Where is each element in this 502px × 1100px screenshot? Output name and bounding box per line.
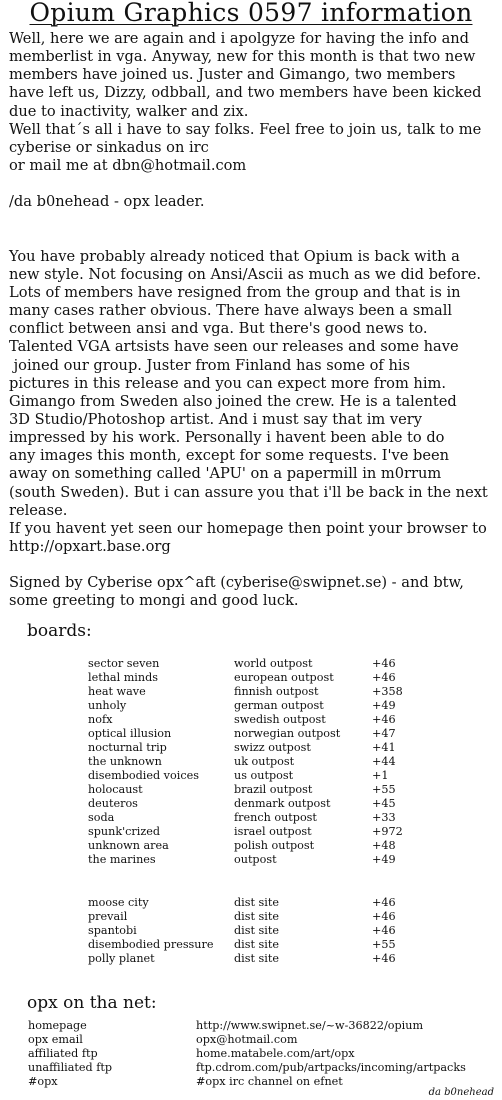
board-name: spantobi (88, 924, 137, 937)
net-heading: opx on tha net: (27, 993, 157, 1013)
board-outpost: european outpost (234, 671, 334, 684)
board-name: polly planet (88, 952, 155, 965)
board-outpost: polish outpost (234, 839, 315, 852)
page-title: Opium Graphics 0597 information (29, 0, 473, 27)
info-body-text (9, 30, 499, 611)
board-row (88, 910, 448, 924)
body-line: any images this month, except for some requests. I've been (9, 447, 450, 465)
board-name: nofx (88, 713, 113, 726)
board-name: spunk'crized (88, 825, 161, 838)
board-row (88, 924, 448, 938)
body-line: Well that´s all i have to say folks. Feel free to join us, talk to me (9, 120, 482, 138)
body-line: away on something called 'APU' on a papermill in m0rrum (9, 465, 442, 483)
body-line: cyberise or sinkadus on irc (9, 138, 209, 156)
body-line: Talented VGA artsists have seen our releases and some have (9, 338, 459, 356)
board-country-code: +358 (372, 685, 403, 698)
board-row (88, 713, 448, 727)
net-value: home.matabele.com/art/opx (196, 1047, 355, 1060)
board-outpost: israel outpost (234, 825, 312, 838)
board-name: lethal minds (88, 671, 158, 684)
board-country-code: +49 (372, 699, 396, 712)
board-row (88, 699, 448, 713)
board-country-code: +46 (372, 910, 396, 923)
body-line (9, 175, 499, 193)
body-line: have left us, Dizzy, odbball, and two members have been kicked (9, 84, 482, 102)
board-name: disembodied pressure (88, 938, 214, 951)
board-name: unholy (88, 699, 127, 712)
body-line: many cases rather obvious. There have always been a small (9, 302, 453, 320)
board-outpost: dist site (234, 924, 279, 937)
board-country-code: +46 (372, 657, 396, 670)
board-name: moose city (88, 896, 149, 909)
body-line: 3D Studio/Photoshop artist. And i must say that im very (9, 410, 422, 428)
board-country-code: +1 (372, 769, 389, 782)
board-name: deuteros (88, 797, 138, 810)
board-row (88, 938, 448, 952)
board-outpost: brazil outpost (234, 783, 313, 796)
board-outpost: dist site (234, 938, 279, 951)
board-outpost: dist site (234, 952, 279, 965)
board-country-code: +46 (372, 713, 396, 726)
board-name: holocaust (88, 783, 143, 796)
body-line: release. (9, 501, 68, 519)
body-line (9, 230, 499, 248)
net-links-table (28, 1019, 498, 1089)
board-country-code: +46 (372, 671, 396, 684)
board-row (88, 825, 448, 839)
board-outpost: denmark outpost (234, 797, 331, 810)
board-country-code: +33 (372, 811, 396, 824)
body-line: memberlist in vga. Anyway, new for this month is that two new (9, 48, 476, 66)
board-row (88, 853, 448, 867)
board-row (88, 685, 448, 699)
net-label: affiliated ftp (28, 1047, 98, 1060)
board-row (88, 839, 448, 853)
body-line: some greeting to mongi and good luck. (9, 592, 299, 610)
body-line: If you havent yet seen our homepage then point your browser to (9, 519, 487, 537)
board-row (88, 811, 448, 825)
board-outpost: french outpost (234, 811, 317, 824)
board-country-code: +46 (372, 952, 396, 965)
board-outpost: dist site (234, 896, 279, 909)
net-label: opx email (28, 1033, 83, 1046)
board-row (88, 727, 448, 741)
body-line: pictures in this release and you can expect more from him. (9, 374, 446, 392)
board-row (88, 671, 448, 685)
body-line: Gimango from Sweden also joined the crew. He is a talented (9, 392, 457, 410)
body-line (9, 211, 499, 229)
board-country-code: +972 (372, 825, 403, 838)
board-outpost: norwegian outpost (234, 727, 341, 740)
board-country-code: +55 (372, 938, 396, 951)
board-outpost: german outpost (234, 699, 324, 712)
board-country-code: +46 (372, 924, 396, 937)
net-row (28, 1061, 498, 1075)
net-value: ftp.cdrom.com/pub/artpacks/incoming/artpacks (196, 1061, 466, 1074)
body-line: http://opxart.base.org (9, 537, 171, 555)
signature: da b0nehead (428, 1087, 494, 1098)
board-outpost: world outpost (234, 657, 313, 670)
board-name: unknown area (88, 839, 169, 852)
net-row (28, 1033, 498, 1047)
dist-sites-table (88, 896, 448, 966)
body-line: Lots of members have resigned from the group and that is in (9, 283, 461, 301)
board-row (88, 896, 448, 910)
body-line: joined our group. Juster from Finland has some of his (9, 356, 410, 374)
board-country-code: +55 (372, 783, 396, 796)
board-name: the marines (88, 853, 156, 866)
board-name: optical illusion (88, 727, 172, 740)
body-line (9, 556, 499, 574)
board-country-code: +49 (372, 853, 396, 866)
body-line: or mail me at dbn@hotmail.com (9, 156, 247, 174)
board-name: the unknown (88, 755, 162, 768)
board-outpost: outpost (234, 853, 277, 866)
net-row (28, 1047, 498, 1061)
body-line: due to inactivity, walker and zix. (9, 102, 249, 120)
board-row (88, 755, 448, 769)
body-line: Well, here we are again and i apolgyze for having the info and (9, 30, 470, 47)
board-row (88, 741, 448, 755)
board-row (88, 952, 448, 966)
board-name: nocturnal trip (88, 741, 167, 754)
boards-heading: boards: (27, 621, 92, 641)
board-name: soda (88, 811, 115, 824)
board-country-code: +46 (372, 896, 396, 909)
body-line: (south Sweden). But i can assure you that i'll be back in the next (9, 483, 488, 501)
net-value: opx@hotmail.com (196, 1033, 298, 1046)
net-value: #opx irc channel on efnet (196, 1075, 343, 1088)
body-line: members have joined us. Juster and Gimango, two members (9, 66, 456, 84)
body-line: Signed by Cyberise opx^aft (cyberise@swipnet.se) - and btw, (9, 574, 464, 592)
body-line: conflict between ansi and vga. But there's good news to. (9, 320, 428, 338)
board-outpost: finnish outpost (234, 685, 319, 698)
board-name: disembodied voices (88, 769, 199, 782)
net-label: homepage (28, 1019, 87, 1032)
board-name: heat wave (88, 685, 146, 698)
net-label: unaffiliated ftp (28, 1061, 113, 1074)
net-row (28, 1075, 498, 1089)
board-row (88, 783, 448, 797)
body-line: new style. Not focusing on Ansi/Ascii as much as we did before. (9, 265, 481, 283)
board-country-code: +44 (372, 755, 396, 768)
board-outpost: us outpost (234, 769, 294, 782)
net-value: http://www.swipnet.se/~w-36822/opium (196, 1019, 424, 1032)
body-line: /da b0nehead - opx leader. (9, 193, 205, 211)
board-name: prevail (88, 910, 128, 923)
body-line: You have probably already noticed that Opium is back with a (9, 247, 460, 265)
board-country-code: +41 (372, 741, 396, 754)
board-outpost: swedish outpost (234, 713, 326, 726)
board-outpost: dist site (234, 910, 279, 923)
board-outpost: swizz outpost (234, 741, 311, 754)
board-row (88, 797, 448, 811)
board-country-code: +45 (372, 797, 396, 810)
boards-table (88, 657, 448, 867)
net-label: #opx (28, 1075, 58, 1088)
body-line: impressed by his work. Personally i havent been able to do (9, 429, 445, 447)
board-country-code: +47 (372, 727, 396, 740)
board-name: sector seven (88, 657, 160, 670)
board-outpost: uk outpost (234, 755, 295, 768)
board-country-code: +48 (372, 839, 396, 852)
board-row (88, 657, 448, 671)
board-row (88, 769, 448, 783)
net-row (28, 1019, 498, 1033)
